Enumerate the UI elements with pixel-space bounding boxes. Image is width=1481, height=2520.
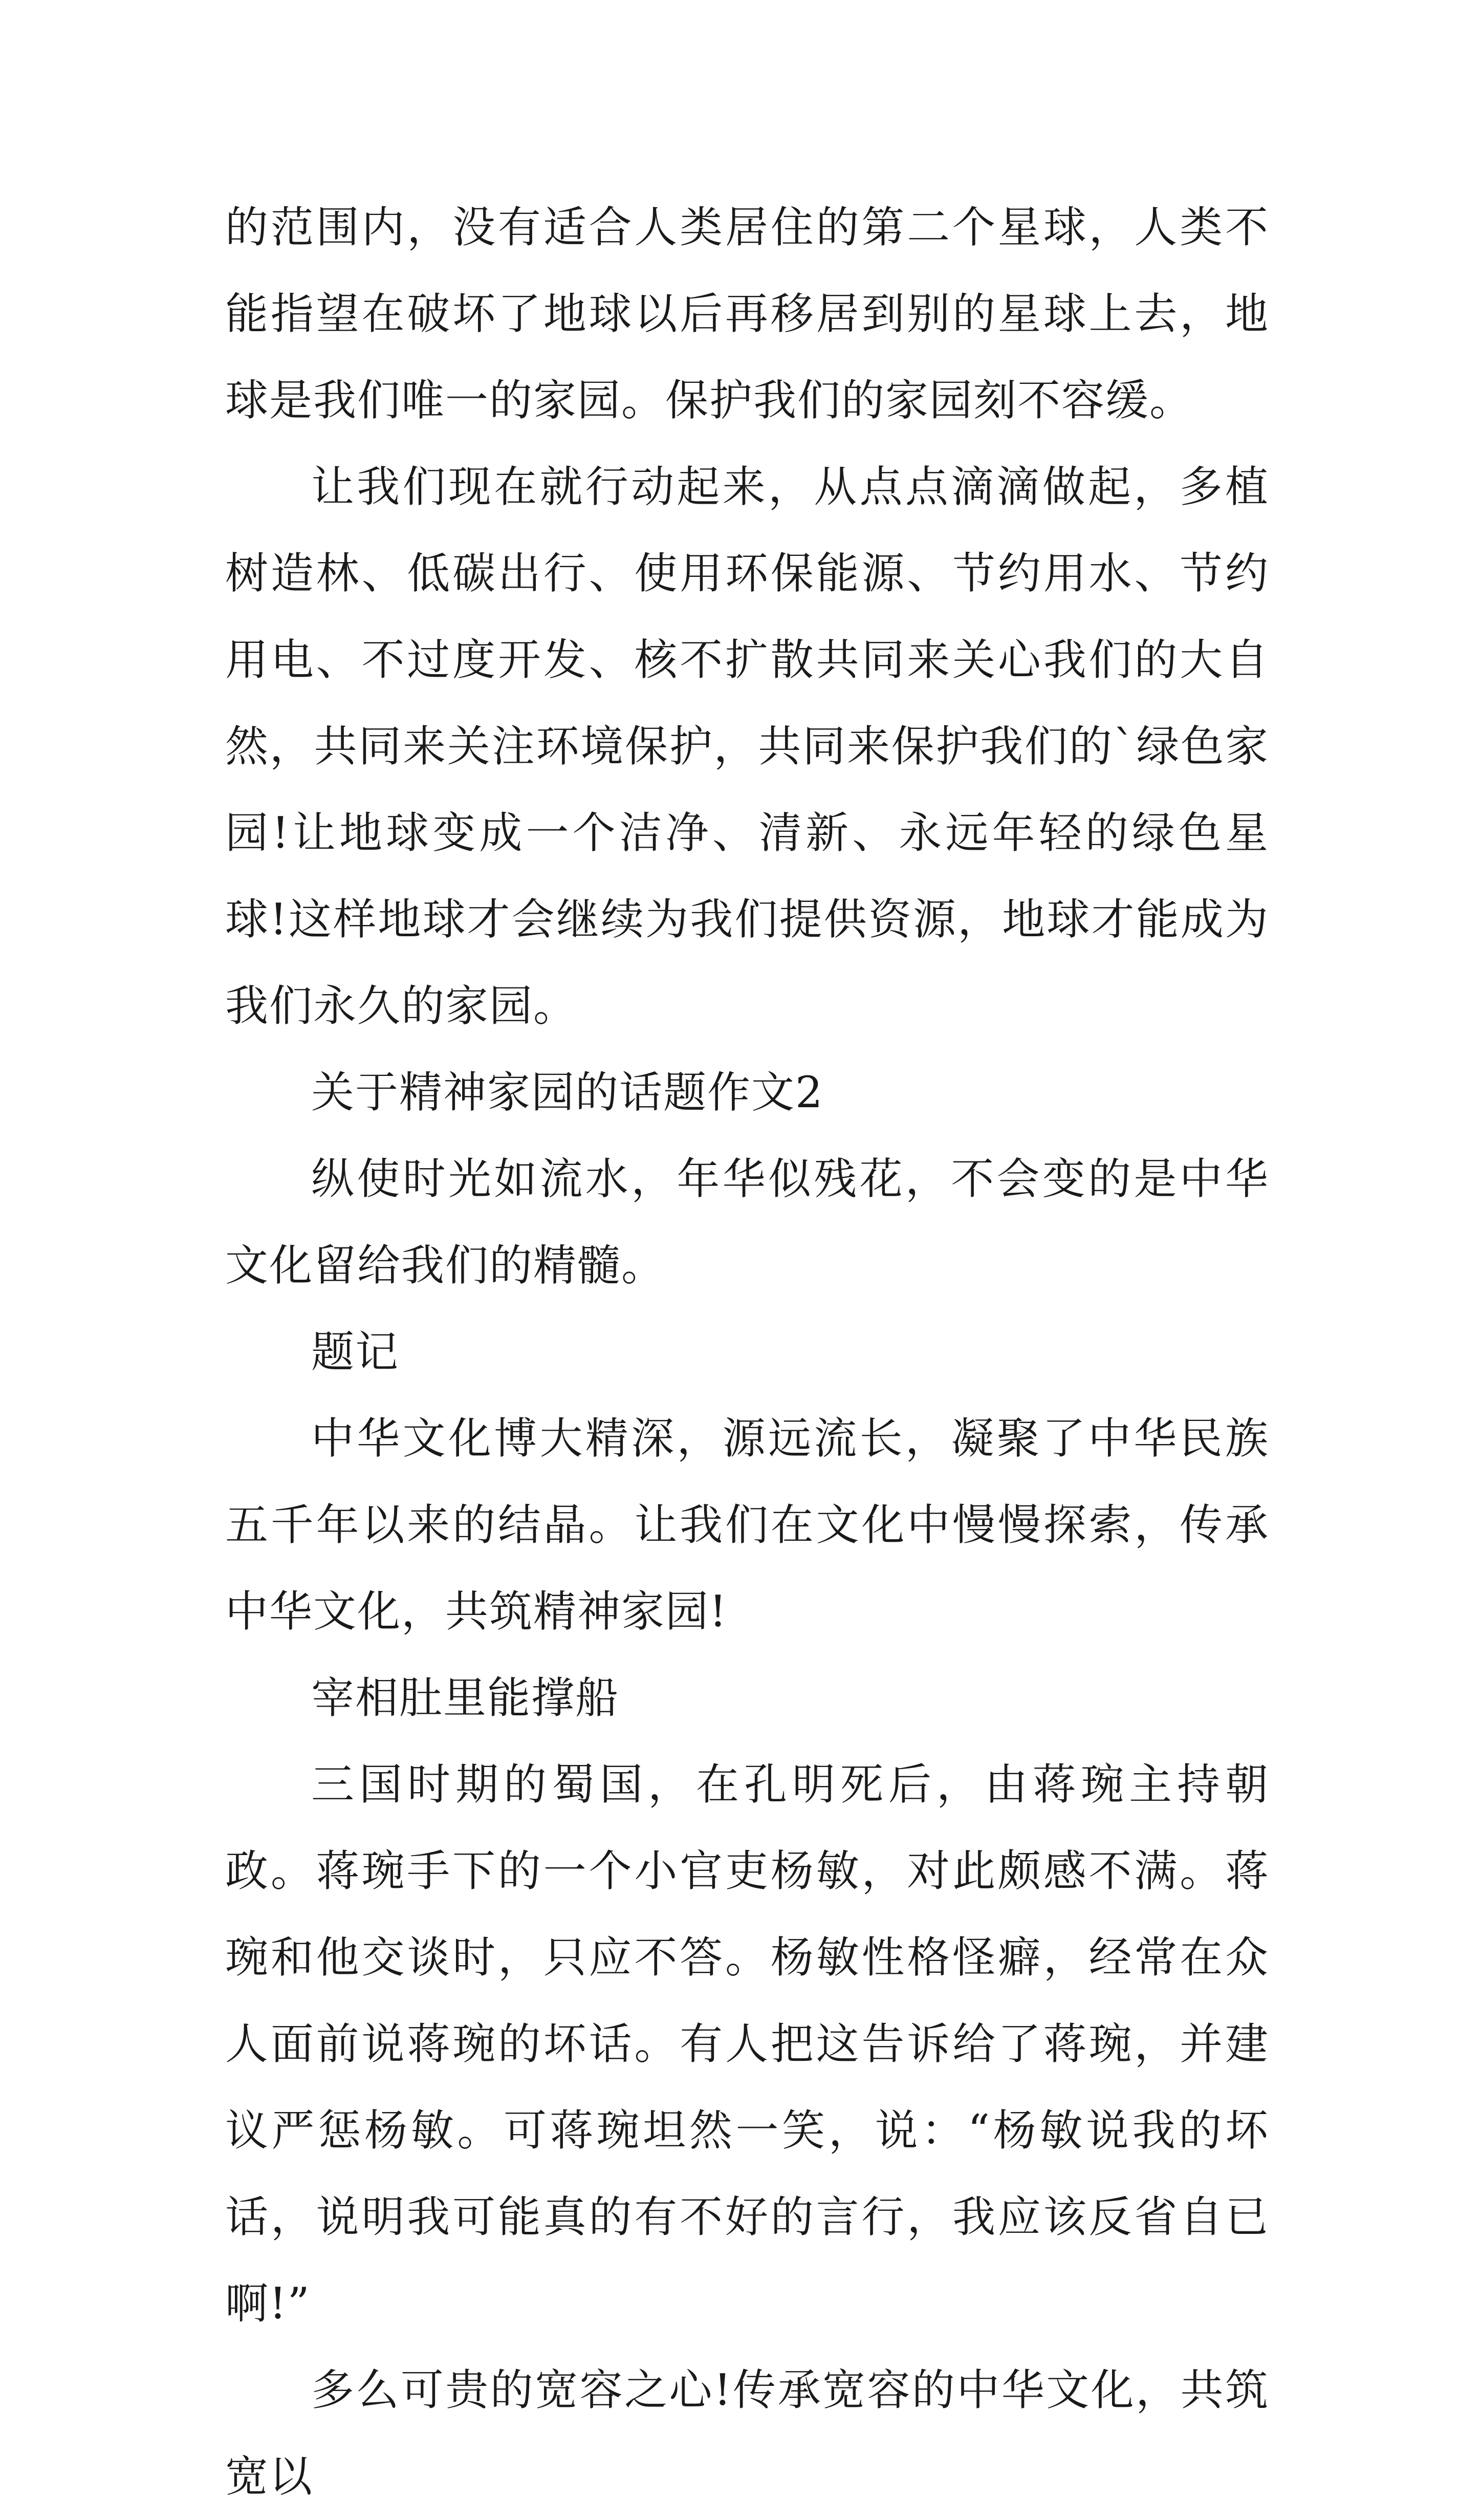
paragraph-2: 让我们现在就行动起来，从点点滴滴做起，多植树造林、低碳出行、使用环保能源、节约用水、节约用电、不过度开发、核不扩散共同来关心我们的大自然，共同来关注环境保护，共同来保护我们的`绿色家园!让地球变成一个洁净、清新、永远年轻的绿色星球!这样地球才会继续为我们提供资源，地球才能成为我们永久的家园。 bbox=[225, 462, 1269, 1031]
paragraph-3: 纵使时光如流水，年华似残花，不会变的是中华文化留给我们的精髓。 bbox=[225, 1154, 1269, 1290]
essay-title: 关于精神家园的话题作文2 bbox=[311, 1067, 824, 1117]
epigraph-label: 题记 bbox=[311, 1327, 400, 1377]
paragraph-4: 中华文化博大精深，源远流长，凝聚了中华民族五千年以来的结晶。让我们在文化中慢慢探索，传承中华文化，共筑精神家园! bbox=[225, 1413, 1269, 1636]
paragraph-1: 的范围内，没有适合人类居住的第二个星球，人类不能指望在破坏了地球以后再移居到别的星球上去，地球是我们唯一的家园。保护我们的家园刻不容缓。 bbox=[225, 202, 1269, 425]
paragraph-6: 多么可贵的宽容之心!传承宽容的中华文化，共筑宽以 bbox=[225, 2365, 1269, 2502]
document-body bbox=[225, 184, 1269, 2520]
section-heading: 宰相肚里能撑船 bbox=[311, 1673, 620, 1723]
paragraph-5: 三国时期的蜀国，在孔明死后，由蒋琬主持朝政。蒋琬手下的一个小官吏杨敏，对此颇感不满。蒋琬和他交谈时，只应不答。杨敏性格怪癖，经常在众人面前说蒋琬的坏话。有人把这告诉给了蒋琬，并建议严惩杨敏。可蒋琬坦然一笑，说：“杨敏说我的坏话，说明我可能真的有不好的言行，我应该反省自已啊!” bbox=[225, 1759, 1269, 2329]
